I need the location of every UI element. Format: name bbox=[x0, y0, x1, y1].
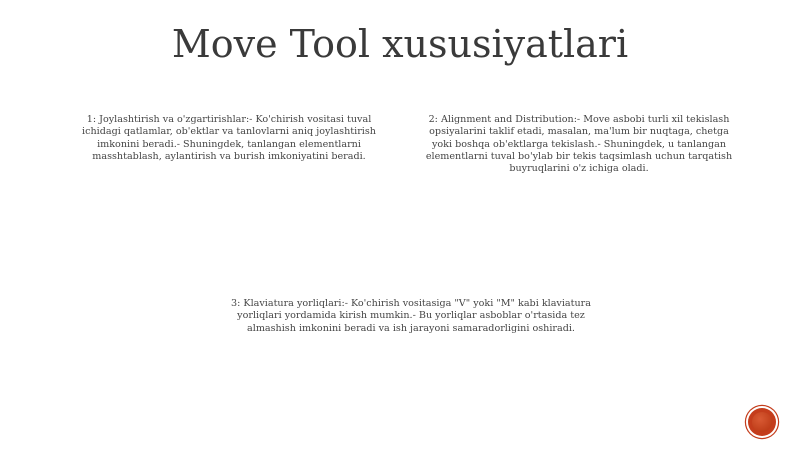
slide-title: Move Tool xususiyatlari bbox=[171, 22, 629, 66]
paragraph-positioning: 1: Joylashtirish va o'zgartirishlar:- Ko'chirish vositasi tuval ichidagi qatlamlar, ob'ektlar va tanlovlarni aniq joylashtirish imkonini beradi.- Shuningdek, tanlangan elementlarni masshtablash, aylantirish va burish imkoniyatini beradi. bbox=[82, 114, 376, 162]
paragraph-alignment: 2: Alignment and Distribution:- Move asbobi turli xil tekislash opsiyalarini taklif etadi, masalan, ma'lum bir nuqtaga, chetga yoki boshqa ob'ektlarga tekislash.- Shuningdek, u tanlangan elementlarni tuval bo'ylab bir tekis taqsimlash uchun tarqatish buyruqlarini o'z ichiga oladi. bbox=[425, 114, 733, 175]
paragraph-shortcuts: 3: Klaviatura yorliqlari:- Ko'chirish vositasiga "V" yoki "M" kabi klaviatura yorliqlari yordamida kirish mumkin.- Bu yorliqlar asboblar o'rtasida tez almashish imkonini beradi va ish jarayoni samaradorligini oshiradi. bbox=[231, 298, 591, 334]
next-slide-button[interactable] bbox=[748, 408, 776, 436]
circle-nav-icon bbox=[752, 412, 772, 432]
